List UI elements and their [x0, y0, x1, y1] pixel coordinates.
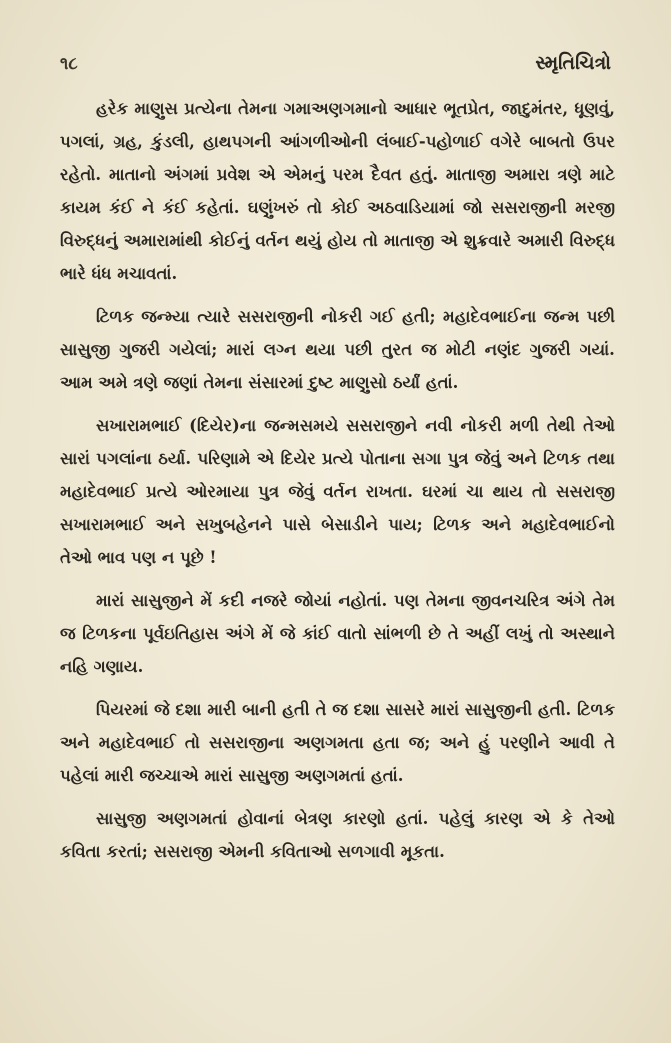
- paragraph: હરેક માણુસ પ્રત્યેના તેમના ગમાઅણગમાનો આધાર ભૂતપ્રેત, જાદુમંતર, ધૂણવું, પગલાં, ગ્રહ, કુંડલી, હાથપગની આંગળીઓની લંબાઈ-પહોળાઈ વગેરે બાબતો ઉપર રહેતો. માતાનો અંગમાં પ્રવેશ એ એમનું પરમ દૈવત હતું. માતાજી અમારા ત્રણે માટે કાયમ કંઈ ને કંઈ કહેતાં. ઘણુંખરું તો કોઈ અઠવાડિયામાં જો સસરાજીની મરજી વિરુદ્ધનું અમારામાંથી કોઈનું વર્તન થયું હોય તો માતાજી એ શુક્રવારે અમારી વિરુદ્ધ ભારે ધંધ મચાવતાં.: [60, 99, 615, 283]
- running-title: સ્મૃતિચિત્રો: [535, 52, 611, 74]
- paragraph: મારાં સાસુજીને મેં કદી નજરે જોયાં નહોતાં. પણ તેમના જીવનચરિત્ર અંગે તેમ જ ટિળકના પૂર્વઇતિહાસ અંગે મેં જે કાંઈ વાતો સાંભળી છે તે અહીં લખું તો અસ્થાને નહિ ગણાય.: [60, 591, 615, 676]
- body-text: [60, 92, 615, 878]
- page-header: [60, 52, 611, 78]
- paragraph: સાસુજી અણગમતાં હોવાનાં બેત્રણ કારણો હતાં. પહેલું કારણ એ કે તેઓ કવિતા કરતાં; સસરાજી એમની કવિતાઓ સળગાવી મૂકતા.: [60, 809, 615, 861]
- paragraph: ટિળક જન્મ્યા ત્યારે સસરાજીની નોકરી ગઈ હતી; મહાદેવભાઈના જન્મ પછી સાસુજી ગુજરી ગયેલાં; મારાં લગ્ન થયા પછી તુરત જ મોટી નણંદ ગુજરી ગયાં. આમ અમે ત્રણે જણાં તેમના સંસારમાં દુષ્ટ માણુસો ઠર્યાં હતાં.: [60, 307, 615, 392]
- paragraph: પિયરમાં જે દશા મારી બાની હતી તે જ દશા સાસરે મારાં સાસુજીની હતી. ટિળક અને મહાદેવભાઈ તો સસરાજીના અણગમતા હતા જ; અને હું પરણીને આવી તે પહેલાં મારી જચ્ચાએ મારાં સાસુજી અણગમતાં હતાં.: [60, 700, 615, 785]
- paragraph: સખારામભાઈ (દિયેર)ના જન્મસમયે સસરાજીને નવી નોકરી મળી તેથી તેઓ સારાં પગલાંના ઠર્યા. પરિણામે એ દિયેર પ્રત્યે પોતાના સગા પુત્ર જેવું અને ટિળક તથા મહાદેવભાઈ પ્રત્યે ઓરમાયા પુત્ર જેવું વર્તન રાખતા. ઘરમાં ચા થાય તો સસરાજી સખારામભાઈ અને સખુબહેનને પાસે બેસાડીને પાય; ટિળક અને મહાદેવભાઈનો તેઓ ભાવ પણ ન પૂછે !: [60, 416, 615, 567]
- page-number: ૧૮: [60, 54, 78, 74]
